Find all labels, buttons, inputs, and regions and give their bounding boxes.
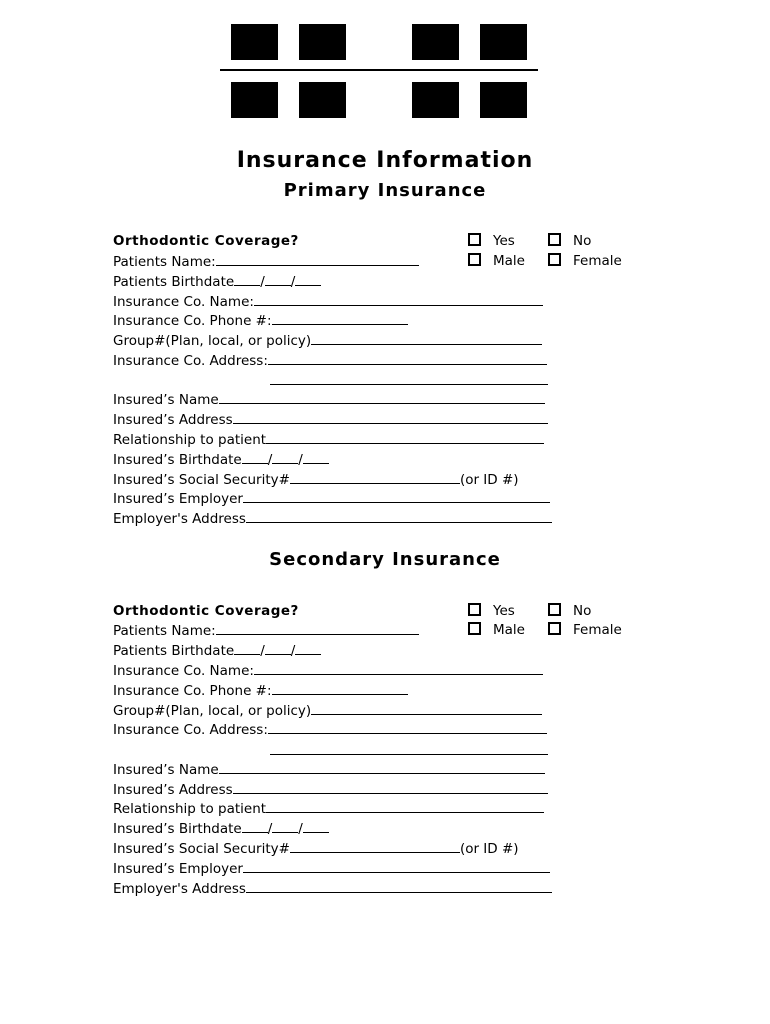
relationship-input[interactable] (266, 798, 544, 813)
birth-day-input[interactable] (265, 640, 291, 655)
group-field: Group#(Plan, local, or policy) (113, 330, 542, 350)
coverage-no-option[interactable]: No (548, 602, 591, 620)
insured-name-field: Insured’s Name (113, 759, 545, 779)
relationship-field: Relationship to patient (113, 429, 544, 449)
ins-co-address-field: Insurance Co. Address: (113, 350, 547, 370)
relationship-field: Relationship to patient (113, 798, 544, 818)
checkbox-icon[interactable] (468, 253, 481, 266)
insured-address-field: Insured’s Address (113, 409, 548, 429)
gender-male-option[interactable]: Male (468, 252, 525, 270)
ins-co-name-field: Insurance Co. Name: (113, 291, 543, 311)
ins-co-phone-field: Insurance Co. Phone #: (113, 310, 408, 330)
patient-name-field: Patients Name: (113, 251, 419, 271)
birth-year-input[interactable] (295, 271, 321, 286)
coverage-label: Orthodontic Coverage? (113, 603, 299, 619)
coverage-yes-option[interactable]: Yes (468, 232, 515, 250)
checkbox-icon[interactable] (548, 603, 561, 616)
gender-male-option[interactable]: Male (468, 621, 525, 639)
employer-address-input[interactable] (246, 878, 552, 893)
insured-address-field: Insured’s Address (113, 779, 548, 799)
birth-month-input[interactable] (234, 271, 260, 286)
patient-birthdate-field: Patients Birthdate / / (113, 640, 321, 660)
checkbox-icon[interactable] (468, 603, 481, 616)
checkbox-icon[interactable] (548, 253, 561, 266)
checkbox-icon[interactable] (548, 233, 561, 246)
gender-female-option[interactable]: Female (548, 252, 622, 270)
group-input[interactable] (311, 330, 542, 345)
insured-birthdate-field: Insured’s Birthdate / / (113, 818, 329, 838)
insured-name-input[interactable] (219, 759, 545, 774)
birth-month-input[interactable] (234, 640, 260, 655)
insured-employer-input[interactable] (243, 858, 550, 873)
checkbox-icon[interactable] (548, 622, 561, 635)
insured-ssn-field: Insured’s Social Security# (or ID #) (113, 838, 519, 858)
birth-year-input[interactable] (295, 640, 321, 655)
group-input[interactable] (311, 700, 542, 715)
insured-address-input[interactable] (233, 779, 548, 794)
page-title: Insurance Information (236, 148, 534, 173)
insured-birth-month-input[interactable] (242, 818, 268, 833)
ins-co-phone-input[interactable] (272, 310, 408, 325)
ins-co-address-input[interactable] (268, 719, 547, 734)
patient-name-input[interactable] (216, 620, 419, 635)
ins-co-address-field: Insurance Co. Address: (113, 719, 547, 739)
ins-co-phone-input[interactable] (272, 680, 408, 695)
checkbox-icon[interactable] (468, 622, 481, 635)
ins-co-name-input[interactable] (254, 660, 543, 675)
insured-name-field: Insured’s Name (113, 389, 545, 409)
insured-birth-day-input[interactable] (272, 818, 298, 833)
insured-employer-field: Insured’s Employer (113, 858, 550, 878)
insured-birth-year-input[interactable] (303, 818, 329, 833)
checkbox-icon[interactable] (468, 233, 481, 246)
gender-female-option[interactable]: Female (548, 621, 622, 639)
ins-co-name-field: Insurance Co. Name: (113, 660, 543, 680)
birth-day-input[interactable] (265, 271, 291, 286)
employer-address-field: Employer's Address (113, 878, 552, 898)
patient-name-field: Patients Name: (113, 620, 419, 640)
ins-co-name-input[interactable] (254, 291, 543, 306)
patient-name-input[interactable] (216, 251, 419, 266)
insured-birthdate-field: Insured’s Birthdate / / (113, 449, 329, 469)
coverage-label: Orthodontic Coverage? (113, 233, 299, 249)
insured-ssn-field: Insured’s Social Security# (or ID #) (113, 469, 519, 489)
ins-co-address-input[interactable] (268, 350, 547, 365)
group-field: Group#(Plan, local, or policy) (113, 700, 542, 720)
secondary-heading: Secondary Insurance (269, 549, 501, 570)
ins-co-phone-field: Insurance Co. Phone #: (113, 680, 408, 700)
coverage-no-option[interactable]: No (548, 232, 591, 250)
insured-employer-field: Insured’s Employer (113, 488, 550, 508)
primary-heading: Primary Insurance (283, 180, 487, 201)
employer-address-field: Employer's Address (113, 508, 552, 528)
ins-co-address-line2[interactable] (270, 754, 548, 755)
insured-ssn-input[interactable] (290, 838, 460, 853)
secondary-section (0, 370, 770, 897)
patient-birthdate-field: Patients Birthdate / / (113, 271, 321, 291)
coverage-yes-option[interactable]: Yes (468, 602, 515, 620)
